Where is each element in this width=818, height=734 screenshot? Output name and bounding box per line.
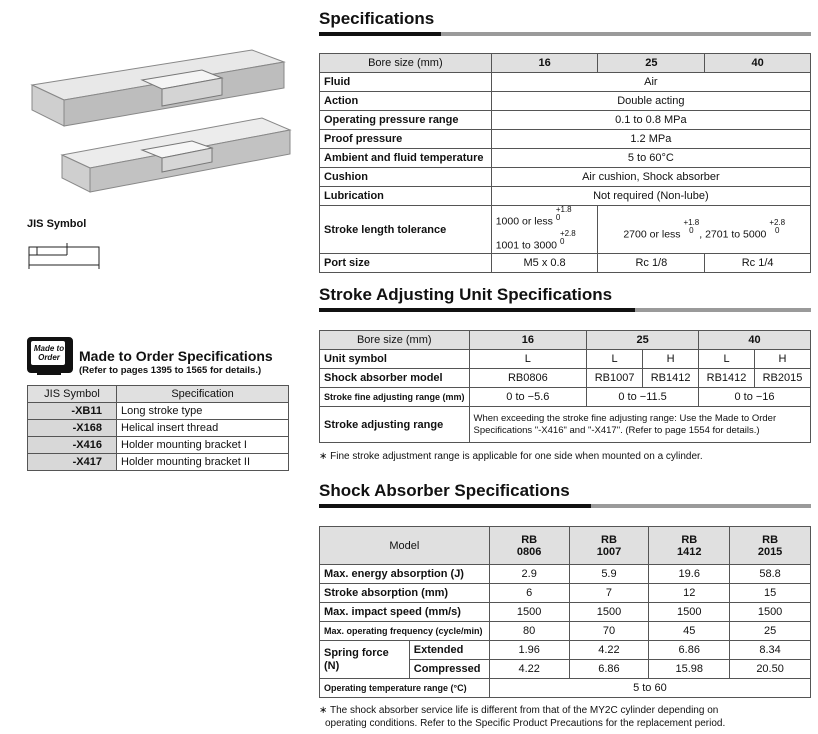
table-row: Max. energy absorption (J) 2.9 5.9 19.6 58.8 [320, 565, 811, 584]
shock-absorber-title: Shock Absorber Specifications [319, 481, 570, 500]
table-row: -X416 Holder mounting bracket I [28, 437, 289, 454]
table-row: -X417 Holder mounting bracket II [28, 454, 289, 471]
mto-table [27, 385, 289, 471]
jis-symbol-icon [27, 241, 102, 269]
table-row: Max. impact speed (mm/s) 1500 1500 1500 1500 [320, 603, 811, 622]
table-row: Operating temperature range (°C) 5 to 60 [320, 679, 811, 698]
table-row: Max. operating frequency (cycle/min) 80 70 45 25 [320, 622, 811, 641]
specifications-title: Specifications [319, 9, 435, 28]
jis-symbol-label: JIS Symbol [27, 218, 87, 230]
product-photo [22, 40, 292, 200]
table-row: Cushion Air cushion, Shock absorber [320, 168, 811, 187]
section-rule [319, 504, 811, 508]
mto-col-spec: Specification [117, 386, 289, 403]
table-row: Ambient and fluid temperature 5 to 60°C [320, 149, 811, 168]
table-row: Compressed 4.22 6.86 15.98 20.50 [320, 660, 811, 679]
table-row: -X168 Helical insert thread [28, 420, 289, 437]
table-row: Fluid Air [320, 73, 811, 92]
table-row: Action Double acting [320, 92, 811, 111]
bore-size-header: Bore size (mm) [320, 54, 492, 73]
table-row: Proof pressure 1.2 MPa [320, 130, 811, 149]
specifications-table: Bore size (mm) 16 25 40 Fluid Air Action Double acting Operating pressure range 0.1 to 0.8 MPa Proof pressure 1.2 MPa Ambient and fluid temperature 5 to 60°C Cushion Air cushion, Shock absorber Lubrication Not required (Non-lube) Stroke length tolerance 1000 or less $^{+1.8 0}$ 1001 to 3000 $^{+2.8 0}$ 2700 or less $^{+1.8 0}$ , 2701 to 5000 $^{+2.8 0}$ Port size M5 x 0.8 Rc 1/8 Rc 1/4 [319, 53, 811, 273]
mto-subtitle: (Refer to pages 1395 to 1565 for details.) [79, 365, 262, 376]
table-row: Spring force (N) Extended 1.96 4.22 6.86 8.34 [320, 641, 811, 660]
mto-col-symbol: JIS Symbol [28, 386, 117, 403]
section-rule [319, 32, 811, 36]
table-row: -XB11 Long stroke type [28, 403, 289, 420]
table-row: Shock absorber model RB0806 RB1007 RB1412 RB1412 RB2015 [320, 369, 811, 388]
stroke-unit-title: Stroke Adjusting Unit Specifications [319, 285, 613, 304]
table-row: Stroke length tolerance 1000 or less $^{+1.8 0}$ 1001 to 3000 $^{+2.8 0}$ 2700 or less $^{+1.8 0}$ , 2701 to 5000 $^{+2.8 0}$ [320, 206, 811, 254]
table-row: Port size M5 x 0.8 Rc 1/8 Rc 1/4 [320, 254, 811, 273]
cylinder-front [62, 118, 290, 192]
table-row: Unit symbol L L H L H [320, 350, 811, 369]
table-row: Stroke absorption (mm) 6 7 12 15 [320, 584, 811, 603]
made-to-order-badge: Made to Order [27, 337, 71, 377]
table-row: Stroke adjusting range When exceeding the stroke fine adjusting range: Use the Made to Order Specifications "-X416" and "-X417". (Refer to page 1554 for details.) [320, 407, 811, 443]
table-row: Stroke fine adjusting range (mm) 0 to −5.6 0 to −11.5 0 to −16 [320, 388, 811, 407]
shock-absorber-table: Model RB 0806 RB 1007 RB 1412 RB 2015 Max. energy absorption (J) 2.9 5.9 19.6 58.8 Stroke absorption (mm) 6 7 12 15 Max. impact speed (mm/s) 1500 1500 1500 1500 Max. operating frequency (cycle/min) 80 70 45 25 Spring force (N) Extended 1.96 4.22 6.86 8.34 Compressed 4.22 6.86 15.98 20.50 Operating temperature range (°C) 5 to 60 [319, 526, 811, 698]
shock-note-2: operating conditions. Refer to the Specific Product Precautions for the replacement period. [325, 718, 726, 729]
stroke-unit-note: ∗ Fine stroke adjustment range is applicable for one side when mounted on a cylinder. [319, 451, 703, 462]
stroke-unit-table: Bore size (mm) 16 25 40 Unit symbol L L H L H Shock absorber model RB0806 RB1007 RB1412 RB1412 RB2015 Stroke fine adjusting range (mm) 0 to −5.6 0 to −11.5 0 to −16 Stroke adjusting range When exceeding the stroke fine adjusting range: Use the Made to Order Specifications "-X416" and "-X417". (Refer to page 1554 for details.) [319, 330, 811, 443]
table-row: Lubrication Not required (Non-lube) [320, 187, 811, 206]
section-rule [319, 308, 811, 312]
cylinder-rear [32, 50, 284, 126]
shock-note-1: ∗ The shock absorber service life is different from that of the MY2C cylinder depending on [319, 705, 719, 716]
table-row: Operating pressure range 0.1 to 0.8 MPa [320, 111, 811, 130]
mto-title: Made to Order Specifications [79, 348, 273, 364]
